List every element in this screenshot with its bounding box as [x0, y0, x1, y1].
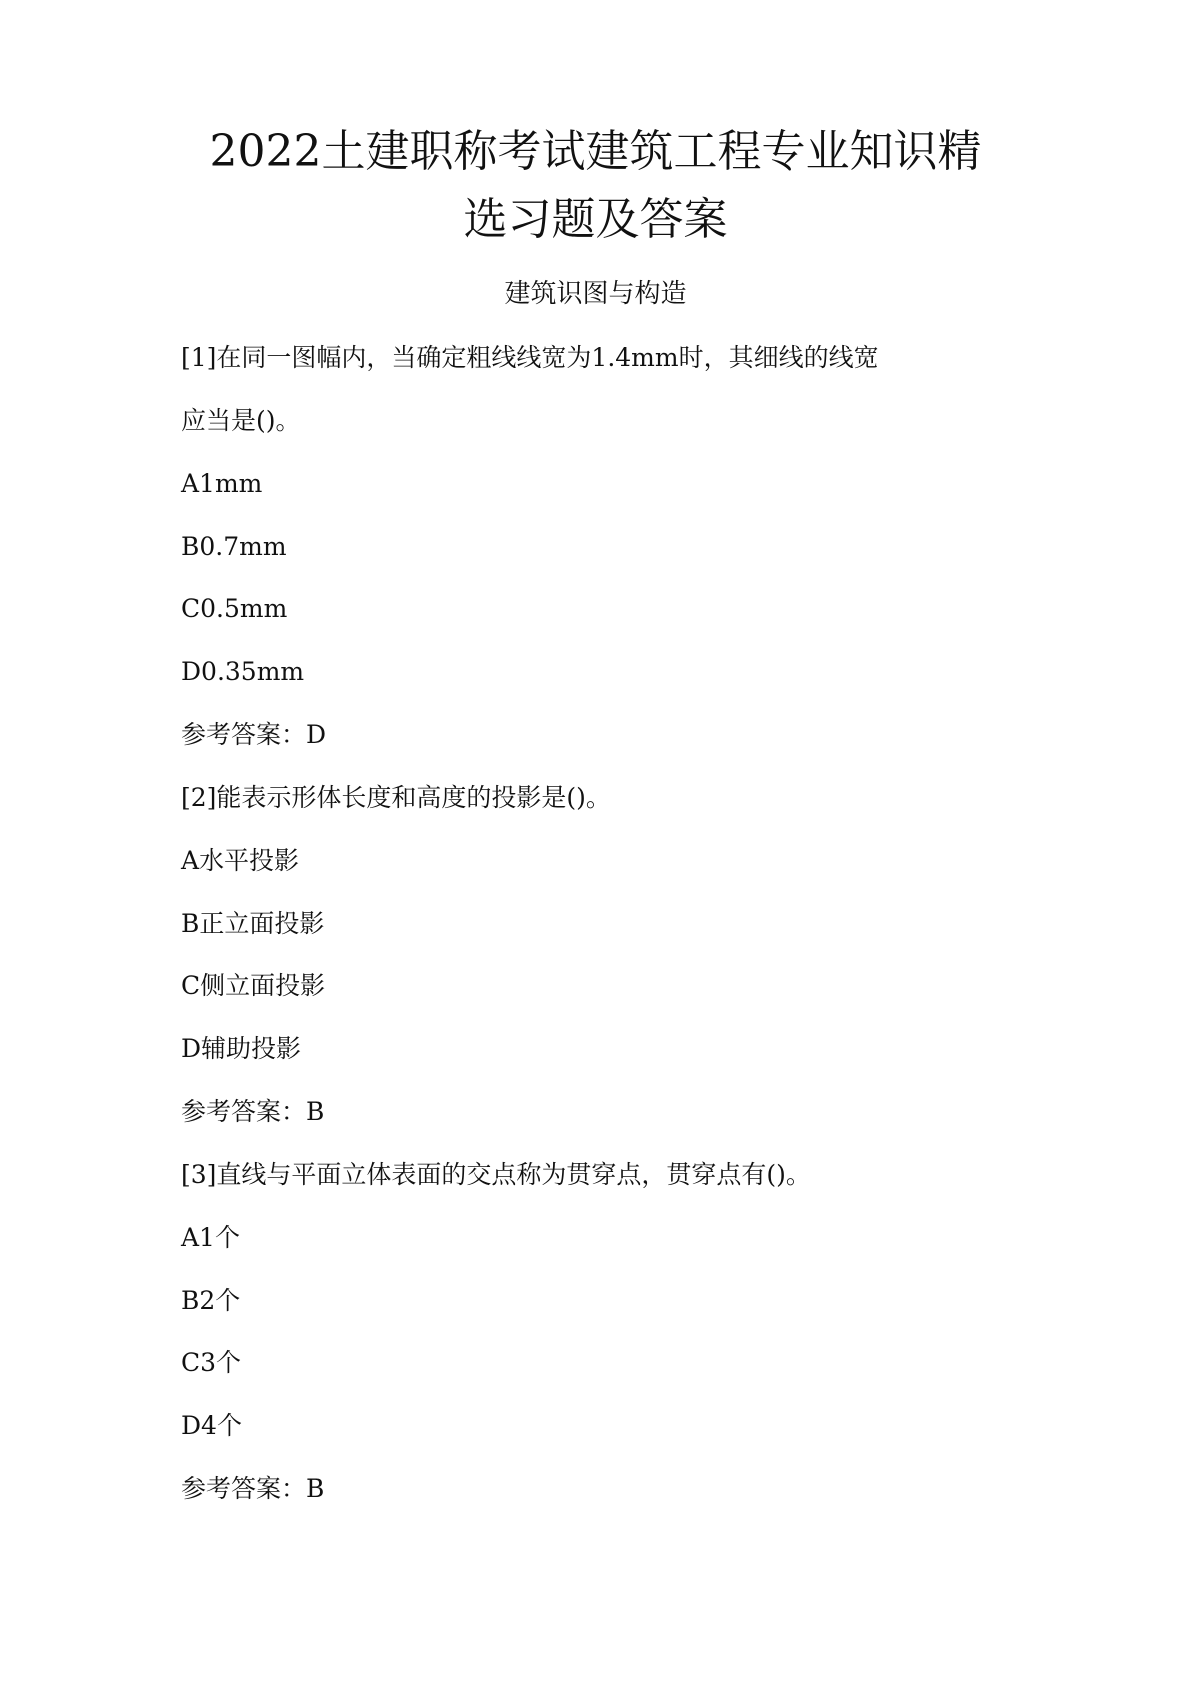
question-2-option-b: B正立面投影 — [181, 909, 325, 938]
question-3-answer: 参考答案：B — [181, 1474, 325, 1503]
question-3-option-c: C3个 — [181, 1348, 242, 1377]
question-3-stem: [3]直线与平面立体表面的交点称为贯穿点，贯穿点有()。 — [181, 1160, 811, 1189]
question-2-option-c: C侧立面投影 — [181, 971, 326, 1000]
section-heading: 建筑识图与构造 — [504, 279, 687, 309]
question-2-option-a: A水平投影 — [181, 846, 300, 875]
question-2-option-d: D辅助投影 — [181, 1034, 302, 1063]
question-3-option-a: A1个 — [181, 1223, 240, 1252]
question-1-option-d: D0.35mm — [181, 657, 305, 686]
question-3-option-b: B2个 — [181, 1286, 241, 1315]
question-1-option-c: C0.5mm — [181, 594, 288, 623]
question-2-answer: 参考答案：B — [181, 1097, 325, 1126]
question-1-stem-line-2: 应当是()。 — [181, 406, 301, 435]
question-3-option-d: D4个 — [181, 1411, 242, 1440]
question-1-option-b: B0.7mm — [181, 532, 287, 561]
question-2-stem: [2]能表示形体长度和高度的投影是()。 — [181, 783, 611, 812]
document-title-line-1: 2022土建职称考试建筑工程专业知识精 — [209, 126, 982, 177]
document-title-line-2: 选习题及答案 — [463, 194, 728, 245]
question-1-option-a: A1mm — [181, 469, 263, 498]
question-1-answer: 参考答案：D — [181, 720, 327, 749]
question-1-stem-line-1: [1]在同一图幅内，当确定粗线线宽为1.4mm时，其细线的线宽 — [181, 343, 879, 372]
